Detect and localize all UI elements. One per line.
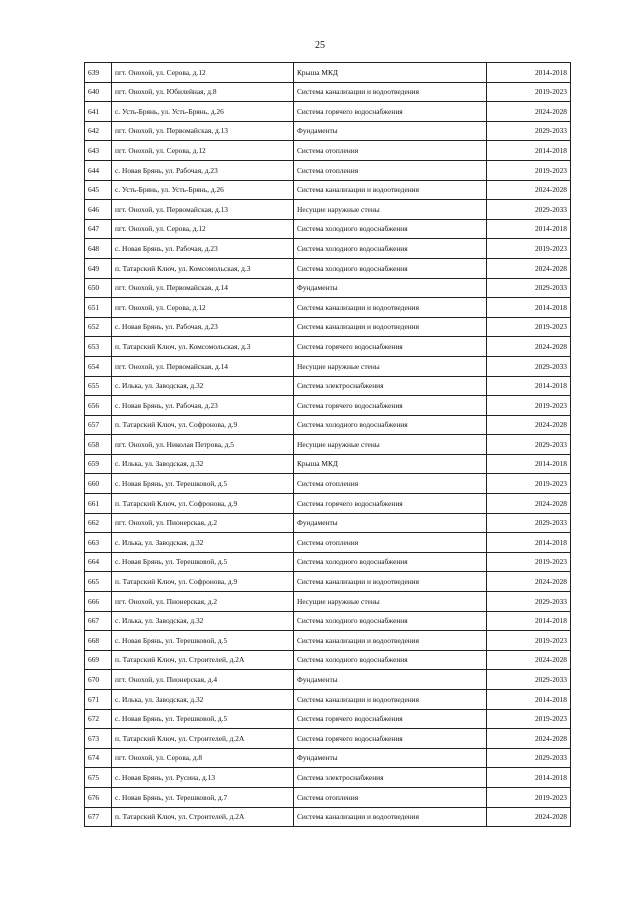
period-cell: 2029-2033 <box>487 435 571 455</box>
table-row <box>85 200 571 220</box>
table-row <box>85 650 571 670</box>
address-cell: п. Татарский Ключ, ул. Строителей, д.2А <box>112 729 294 749</box>
table-row <box>85 219 571 239</box>
address-cell: п. Татарский Ключ, ул. Комсомольская, д.3 <box>112 258 294 278</box>
row-number-cell: 666 <box>85 592 112 612</box>
system-cell: Система электроснабжения <box>294 768 487 788</box>
period-cell: 2014-2018 <box>487 376 571 396</box>
period-cell: 2024-2028 <box>487 572 571 592</box>
address-cell: с. Новая Брянь, ул. Рабочая, д.23 <box>112 239 294 259</box>
address-cell: с. Новая Брянь, ул. Терешковой, д.5 <box>112 552 294 572</box>
system-cell: Фундаменты <box>294 670 487 690</box>
system-cell: Несущие наружные стены <box>294 435 487 455</box>
system-cell: Система канализации и водоотведения <box>294 298 487 318</box>
system-cell: Система холодного водоснабжения <box>294 239 487 259</box>
period-cell: 2024-2028 <box>487 180 571 200</box>
period-cell: 2029-2033 <box>487 356 571 376</box>
table-row <box>85 690 571 710</box>
table-row <box>85 317 571 337</box>
period-cell: 2014-2018 <box>487 454 571 474</box>
row-number-cell: 667 <box>85 611 112 631</box>
period-cell: 2019-2023 <box>487 317 571 337</box>
row-number-cell: 653 <box>85 337 112 357</box>
period-cell: 2019-2023 <box>487 474 571 494</box>
system-cell: Система канализации и водоотведения <box>294 631 487 651</box>
table-row <box>85 278 571 298</box>
table-row <box>85 572 571 592</box>
table-row <box>85 533 571 553</box>
row-number-cell: 641 <box>85 102 112 122</box>
period-cell: 2024-2028 <box>487 337 571 357</box>
period-cell: 2014-2018 <box>487 219 571 239</box>
address-cell: с. Илька, ул. Заводская, д.32 <box>112 611 294 631</box>
period-cell: 2019-2023 <box>487 396 571 416</box>
row-number-cell: 640 <box>85 82 112 102</box>
table-row <box>85 63 571 83</box>
system-cell: Система канализации и водоотведения <box>294 572 487 592</box>
table-row <box>85 454 571 474</box>
period-cell: 2024-2028 <box>487 494 571 514</box>
address-cell: пгт. Онохой, ул. Пионерская, д.2 <box>112 513 294 533</box>
table-row <box>85 337 571 357</box>
address-cell: с. Новая Брянь, ул. Терешковой, д.5 <box>112 474 294 494</box>
address-cell: п. Татарский Ключ, ул. Софронова, д.9 <box>112 494 294 514</box>
table-row <box>85 396 571 416</box>
period-cell: 2024-2028 <box>487 415 571 435</box>
row-number-cell: 675 <box>85 768 112 788</box>
address-cell: п. Татарский Ключ, ул. Комсомольская, д.3 <box>112 337 294 357</box>
period-cell: 2019-2023 <box>487 552 571 572</box>
system-cell: Система электроснабжения <box>294 376 487 396</box>
table-row <box>85 513 571 533</box>
row-number-cell: 658 <box>85 435 112 455</box>
row-number-cell: 642 <box>85 121 112 141</box>
period-cell: 2029-2033 <box>487 748 571 768</box>
period-cell: 2014-2018 <box>487 690 571 710</box>
row-number-cell: 671 <box>85 690 112 710</box>
address-cell: с. Илька, ул. Заводская, д.32 <box>112 533 294 553</box>
address-cell: пгт. Онохой, ул. Первомайская, д.13 <box>112 200 294 220</box>
row-number-cell: 639 <box>85 63 112 83</box>
table-row <box>85 82 571 102</box>
address-cell: пгт. Онохой, ул. Серова, д.12 <box>112 219 294 239</box>
period-cell: 2024-2028 <box>487 102 571 122</box>
system-cell: Система канализации и водоотведения <box>294 317 487 337</box>
period-cell: 2024-2028 <box>487 650 571 670</box>
table-row <box>85 709 571 729</box>
row-number-cell: 676 <box>85 787 112 807</box>
table-row <box>85 356 571 376</box>
row-number-cell: 672 <box>85 709 112 729</box>
system-cell: Система горячего водоснабжения <box>294 709 487 729</box>
row-number-cell: 664 <box>85 552 112 572</box>
row-number-cell: 677 <box>85 807 112 827</box>
system-cell: Несущие наружные стены <box>294 200 487 220</box>
row-number-cell: 655 <box>85 376 112 396</box>
period-cell: 2014-2018 <box>487 298 571 318</box>
period-cell: 2014-2018 <box>487 63 571 83</box>
system-cell: Система холодного водоснабжения <box>294 219 487 239</box>
system-cell: Система холодного водоснабжения <box>294 552 487 572</box>
period-cell: 2029-2033 <box>487 513 571 533</box>
table-row <box>85 494 571 514</box>
row-number-cell: 650 <box>85 278 112 298</box>
period-cell: 2029-2033 <box>487 592 571 612</box>
system-cell: Система отопления <box>294 533 487 553</box>
address-cell: с. Новая Брянь, ул. Терешковой, д.5 <box>112 709 294 729</box>
address-cell: п. Татарский Ключ, ул. Строителей, д.2А <box>112 807 294 827</box>
table-row <box>85 592 571 612</box>
period-cell: 2024-2028 <box>487 258 571 278</box>
table-row <box>85 298 571 318</box>
address-cell: с. Новая Брянь, ул. Терешковой, д.7 <box>112 787 294 807</box>
period-cell: 2014-2018 <box>487 533 571 553</box>
page-number: 25 <box>315 40 325 51</box>
table-row <box>85 180 571 200</box>
system-cell: Фундаменты <box>294 513 487 533</box>
address-cell: с. Новая Брянь, ул. Рабочая, д.23 <box>112 396 294 416</box>
table-row <box>85 102 571 122</box>
system-cell: Система холодного водоснабжения <box>294 258 487 278</box>
system-cell: Фундаменты <box>294 278 487 298</box>
address-cell: с. Илька, ул. Заводская, д.32 <box>112 454 294 474</box>
table-row <box>85 474 571 494</box>
period-cell: 2014-2018 <box>487 611 571 631</box>
system-cell: Крыша МКД <box>294 63 487 83</box>
period-cell: 2019-2023 <box>487 631 571 651</box>
row-number-cell: 673 <box>85 729 112 749</box>
row-number-cell: 661 <box>85 494 112 514</box>
address-cell: с. Усть-Брянь, ул. Усть-Брянь, д.26 <box>112 102 294 122</box>
system-cell: Система канализации и водоотведения <box>294 690 487 710</box>
row-number-cell: 643 <box>85 141 112 161</box>
system-cell: Система канализации и водоотведения <box>294 180 487 200</box>
system-cell: Система холодного водоснабжения <box>294 650 487 670</box>
row-number-cell: 654 <box>85 356 112 376</box>
system-cell: Система горячего водоснабжения <box>294 337 487 357</box>
system-cell: Система отопления <box>294 141 487 161</box>
table-row <box>85 631 571 651</box>
row-number-cell: 660 <box>85 474 112 494</box>
row-number-cell: 657 <box>85 415 112 435</box>
table-row <box>85 729 571 749</box>
address-cell: пгт. Онохой, ул. Серова, д.12 <box>112 141 294 161</box>
table-body <box>85 63 571 827</box>
address-cell: с. Новая Брянь, ул. Терешковой, д.5 <box>112 631 294 651</box>
row-number-cell: 669 <box>85 650 112 670</box>
period-cell: 2029-2033 <box>487 200 571 220</box>
row-number-cell: 674 <box>85 748 112 768</box>
table-row <box>85 141 571 161</box>
address-cell: с. Новая Брянь, ул. Рабочая, д.23 <box>112 160 294 180</box>
address-cell: с. Илька, ул. Заводская, д.32 <box>112 690 294 710</box>
address-cell: пгт. Онохой, ул. Первомайская, д.14 <box>112 278 294 298</box>
address-cell: пгт. Онохой, ул. Юбилейная, д.8 <box>112 82 294 102</box>
period-cell: 2024-2028 <box>487 807 571 827</box>
table-row <box>85 415 571 435</box>
system-cell: Система отопления <box>294 160 487 180</box>
row-number-cell: 645 <box>85 180 112 200</box>
system-cell: Фундаменты <box>294 748 487 768</box>
system-cell: Система отопления <box>294 787 487 807</box>
address-cell: пгт. Онохой, ул. Серова, д.12 <box>112 298 294 318</box>
system-cell: Система горячего водоснабжения <box>294 729 487 749</box>
address-cell: пгт. Онохой, ул. Первомайская, д.14 <box>112 356 294 376</box>
table-row <box>85 748 571 768</box>
period-cell: 2029-2033 <box>487 278 571 298</box>
address-cell: п. Татарский Ключ, ул. Софронова, д.9 <box>112 415 294 435</box>
row-number-cell: 647 <box>85 219 112 239</box>
system-cell: Система канализации и водоотведения <box>294 807 487 827</box>
address-cell: пгт. Онохой, ул. Пионерская, д.2 <box>112 592 294 612</box>
period-cell: 2029-2033 <box>487 121 571 141</box>
system-cell: Несущие наружные стены <box>294 592 487 612</box>
address-cell: с. Новая Брянь, ул. Русина, д.13 <box>112 768 294 788</box>
period-cell: 2019-2023 <box>487 239 571 259</box>
address-cell: пгт. Онохой, ул. Николая Петрова, д.5 <box>112 435 294 455</box>
row-number-cell: 668 <box>85 631 112 651</box>
row-number-cell: 656 <box>85 396 112 416</box>
address-cell: пгт. Онохой, ул. Пионерская, д.4 <box>112 670 294 690</box>
table-row <box>85 121 571 141</box>
repair-schedule-table <box>84 62 571 827</box>
period-cell: 2024-2028 <box>487 729 571 749</box>
period-cell: 2019-2023 <box>487 82 571 102</box>
row-number-cell: 646 <box>85 200 112 220</box>
table-row <box>85 160 571 180</box>
table-row <box>85 768 571 788</box>
system-cell: Крыша МКД <box>294 454 487 474</box>
row-number-cell: 663 <box>85 533 112 553</box>
system-cell: Система горячего водоснабжения <box>294 102 487 122</box>
table-row <box>85 552 571 572</box>
table-row <box>85 807 571 827</box>
system-cell: Система канализации и водоотведения <box>294 82 487 102</box>
row-number-cell: 649 <box>85 258 112 278</box>
table-row <box>85 258 571 278</box>
row-number-cell: 651 <box>85 298 112 318</box>
table-row <box>85 611 571 631</box>
address-cell: пгт. Онохой, ул. Первомайская, д.13 <box>112 121 294 141</box>
address-cell: п. Татарский Ключ, ул. Софронова, д.9 <box>112 572 294 592</box>
address-cell: с. Усть-Брянь, ул. Усть-Брянь, д.26 <box>112 180 294 200</box>
table-row <box>85 376 571 396</box>
row-number-cell: 665 <box>85 572 112 592</box>
period-cell: 2019-2023 <box>487 709 571 729</box>
address-cell: п. Татарский Ключ, ул. Строителей, д.2А <box>112 650 294 670</box>
system-cell: Система холодного водоснабжения <box>294 415 487 435</box>
period-cell: 2019-2023 <box>487 787 571 807</box>
table-row <box>85 239 571 259</box>
system-cell: Фундаменты <box>294 121 487 141</box>
period-cell: 2029-2033 <box>487 670 571 690</box>
table-row <box>85 787 571 807</box>
address-cell: с. Илька, ул. Заводская, д.32 <box>112 376 294 396</box>
table-row <box>85 435 571 455</box>
row-number-cell: 670 <box>85 670 112 690</box>
system-cell: Несущие наружные стены <box>294 356 487 376</box>
row-number-cell: 662 <box>85 513 112 533</box>
address-cell: пгт. Онохой, ул. Серова, д.8 <box>112 748 294 768</box>
row-number-cell: 652 <box>85 317 112 337</box>
row-number-cell: 648 <box>85 239 112 259</box>
address-cell: пгт. Онохой, ул. Серова, д.12 <box>112 63 294 83</box>
table-row <box>85 670 571 690</box>
system-cell: Система отопления <box>294 474 487 494</box>
address-cell: с. Новая Брянь, ул. Рабочая, д.23 <box>112 317 294 337</box>
period-cell: 2014-2018 <box>487 768 571 788</box>
period-cell: 2019-2023 <box>487 160 571 180</box>
row-number-cell: 659 <box>85 454 112 474</box>
period-cell: 2014-2018 <box>487 141 571 161</box>
system-cell: Система горячего водоснабжения <box>294 494 487 514</box>
system-cell: Система горячего водоснабжения <box>294 396 487 416</box>
system-cell: Система холодного водоснабжения <box>294 611 487 631</box>
row-number-cell: 644 <box>85 160 112 180</box>
